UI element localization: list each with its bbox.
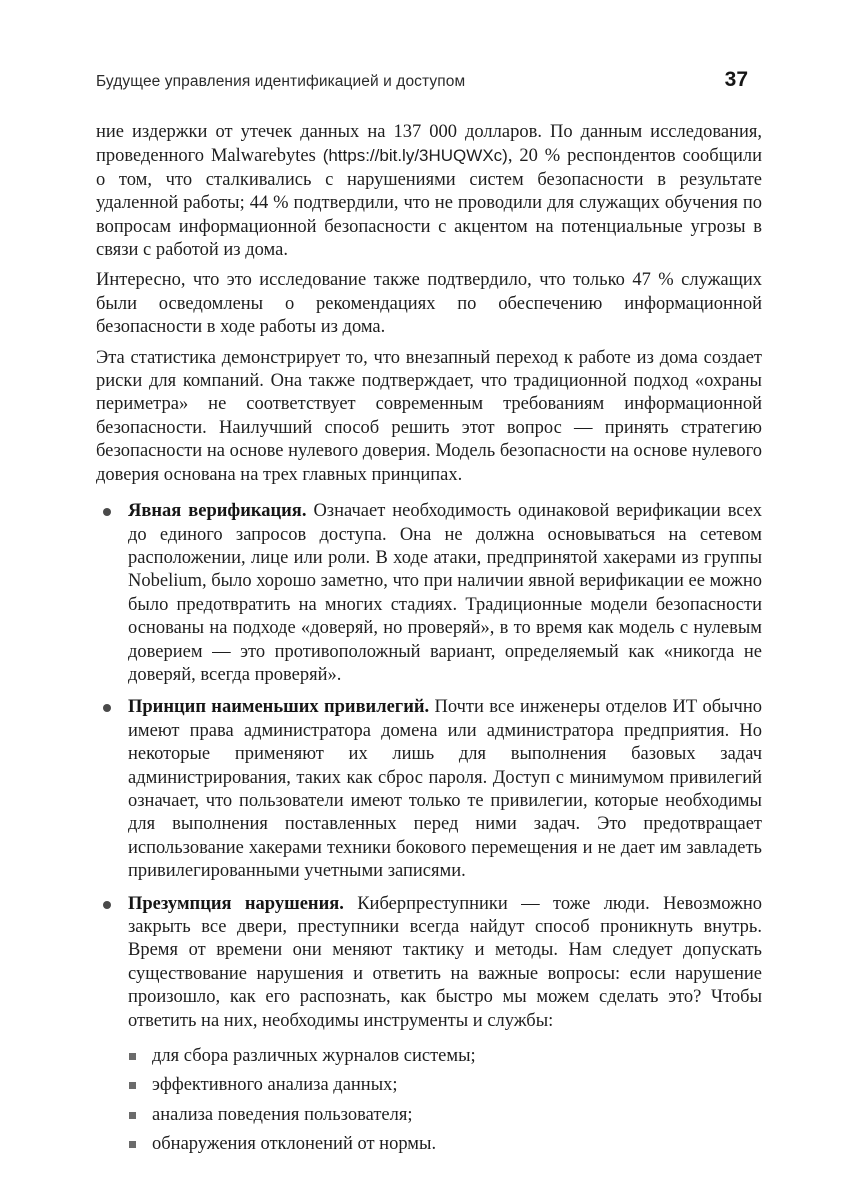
running-title: Будущее управления идентификацией и доступом (96, 73, 466, 90)
paragraph-1 (96, 121, 762, 262)
bullet-icon (103, 508, 111, 516)
paragraph-1-text: ние издержки от утечек данных на 137 000 долларов. По данным исследования, проведенного Malwarebytes (96, 122, 762, 167)
list-item-assume-breach (96, 893, 762, 1157)
bullet-text: Киберпреступники — тоже люди. Невозможно закрыть все двери, преступники всегда найдут способ проникнуть внутрь. Время от времени они меняют тактику и методы. Нам следует допускать существование нарушения и ответить на важные вопросы: если нарушение произошло, как его распознать, как быстро мы можем сделать это? Чтобы ответить на них, необходимы инструменты и службы: (128, 893, 762, 1031)
list-item (128, 1074, 762, 1097)
list-item-least-privilege (96, 696, 762, 883)
list-item (128, 1045, 762, 1068)
bullet-icon (103, 901, 111, 909)
paragraph-2: Интересно, что это исследование также подтвердило, что только 47 % служащих были осведомлены о рекомендациях по обеспечению информационной безопасности в ходе работы из дома. (96, 270, 762, 338)
page-header (96, 68, 748, 92)
bullet-title: Принцип наименьших привилегий. (128, 697, 430, 718)
bullet-text: Почти все инженеры отделов ИТ обычно имеют права администратора домена или администратора предприятия. Но некоторые применяют их лишь для выполнения базовых задач администрирования, таких как сброс пароля. Доступ с минимумом привилегий означает, что пользователи имеют только те привилегии, которые необходимы для выполнения поставленных перед ними задач. Это предотвращает использование хакерами техники бокового перемещения и не дает им завладеть привилегированными учетными записями. (128, 697, 762, 882)
square-bullet-icon (129, 1082, 136, 1089)
square-bullet-icon (129, 1141, 136, 1148)
paragraph-3: Эта статистика демонстрирует то, что внезапный переход к работе из дома создает риски для компаний. Она также подтверждает, что традиционной подход «охраны периметра» не соответствует современным требованиям информационной безопасности. Наилучший способ решить этот вопрос — принять стратегию безопасности на основе нулевого доверия. Модель безопасности на основе нулевого доверия основана на трех главных принципах. (96, 347, 762, 485)
sub-bullet-text: эффективного анализа данных; (152, 1075, 398, 1096)
square-bullet-icon (129, 1112, 136, 1119)
tools-and-services-list (128, 1045, 762, 1157)
list-item-explicit-verification (96, 500, 762, 687)
zero-trust-principles-list (96, 500, 762, 1157)
square-bullet-icon (129, 1053, 136, 1060)
bullet-title: Презумпция нарушения. (128, 893, 344, 914)
sub-bullet-text: для сбора различных журналов системы; (152, 1046, 476, 1067)
sub-bullet-text: анализа поведения пользователя; (152, 1104, 413, 1125)
bitly-link[interactable]: (https://bit.ly/3HUQWXc) (322, 146, 508, 166)
bullet-text: Означает необходимость одинаковой верификации всех до единого запросов доступа. Она не должна основываться на сетевом расположении, лице или роли. В ходе атаки, предпринятой хакерами из группы Nobelium, было хорошо заметно, что при наличии явной верификации ее можно было предотвратить на многих стадиях. Традиционные модели безопасности основаны на подходе «доверяй, но проверяй», в то время как модель с нулевым доверием — это противоположный вариант, определяемый как «никогда не доверяй, всегда проверяй». (128, 501, 762, 685)
list-item (128, 1133, 762, 1156)
bullet-icon (103, 704, 111, 712)
page-number: 37 (724, 68, 748, 91)
sub-bullet-text: обнаружения отклонений от нормы. (152, 1134, 437, 1155)
bullet-title: Явная верификация. (128, 501, 307, 522)
paragraph-1-text-continued: , 20 % респондентов сообщили о том, что сталкивались с нарушениями систем безопасности в результате удаленной работы; 44 % подтвердили, что не проводили для служащих обучения по вопросам информационной безопасности с акцентом на потенциальные угрозы в связи с работой из дома. (96, 146, 762, 261)
page-body (96, 121, 762, 1166)
list-item (128, 1104, 762, 1127)
